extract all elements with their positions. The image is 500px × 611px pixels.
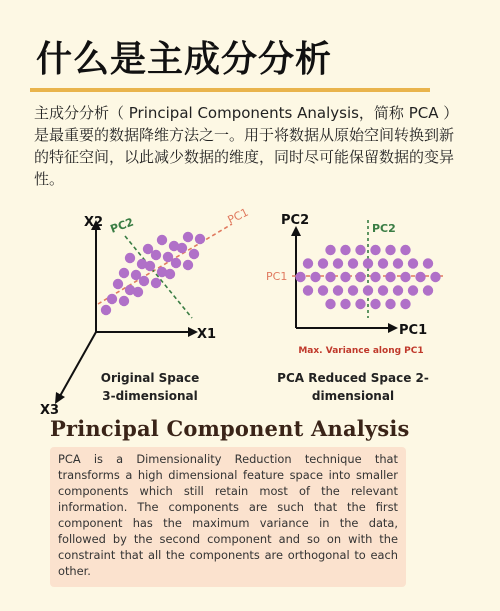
data-point bbox=[363, 258, 373, 268]
data-point bbox=[348, 258, 358, 268]
data-point bbox=[101, 305, 111, 315]
pc1-axis-arrow bbox=[388, 323, 398, 333]
data-point bbox=[151, 278, 161, 288]
x2-axis-label: X2 bbox=[84, 215, 104, 230]
data-point bbox=[119, 268, 129, 278]
data-point bbox=[333, 258, 343, 268]
page-title: 什么是主成分分析 bbox=[36, 39, 333, 80]
data-point bbox=[318, 285, 328, 295]
pca-diagram bbox=[0, 200, 500, 420]
data-point bbox=[157, 235, 167, 245]
data-point bbox=[385, 245, 395, 255]
data-point bbox=[408, 285, 418, 295]
data-point bbox=[325, 245, 335, 255]
data-point bbox=[119, 296, 129, 306]
data-point bbox=[125, 285, 135, 295]
data-point bbox=[348, 285, 358, 295]
intro-paragraph: 主成分分析（ Principal Components Analysis，简称 PCA ）是最重要的数据降维方法之一。用于将数据从原始空间转换到新的特征空间，以此减少数据的维度，同时尽可能保留数据的变异性。 bbox=[34, 104, 459, 188]
original-space-caption-line1: Original Space bbox=[100, 371, 200, 385]
data-point bbox=[195, 234, 205, 244]
data-point bbox=[363, 285, 373, 295]
data-point bbox=[408, 258, 418, 268]
data-point bbox=[430, 272, 440, 282]
data-point bbox=[355, 245, 365, 255]
data-point bbox=[340, 245, 350, 255]
data-point bbox=[107, 294, 117, 304]
reduced-space-caption-line1: PCA Reduced Space 2- bbox=[277, 371, 429, 385]
original-space-diagram bbox=[40, 206, 250, 418]
data-point bbox=[189, 249, 199, 259]
pc2-axis-label: PC2 bbox=[281, 213, 310, 228]
data-point bbox=[310, 272, 320, 282]
pc1-line-label: PC1 bbox=[266, 270, 288, 283]
data-point bbox=[393, 258, 403, 268]
data-point bbox=[378, 258, 388, 268]
original-space-caption-line2: 3-dimensional bbox=[102, 389, 198, 403]
data-point bbox=[183, 232, 193, 242]
data-point bbox=[325, 299, 335, 309]
pc1-label: PC1 bbox=[225, 205, 251, 227]
reduced-space-caption-line2: dimensional bbox=[311, 389, 395, 403]
data-point bbox=[340, 272, 350, 282]
data-point bbox=[163, 252, 173, 262]
pc2-label: PC2 bbox=[108, 215, 136, 236]
data-point bbox=[303, 285, 313, 295]
data-point bbox=[131, 270, 141, 280]
data-point bbox=[333, 285, 343, 295]
data-point bbox=[157, 267, 167, 277]
data-point bbox=[400, 245, 410, 255]
title-underline bbox=[30, 88, 430, 92]
reduced-space-diagram bbox=[266, 213, 446, 403]
x3-axis-label: X3 bbox=[40, 403, 60, 418]
data-point bbox=[370, 245, 380, 255]
data-point bbox=[143, 244, 153, 254]
max-variance-note: Max. Variance along PC1 bbox=[298, 346, 424, 356]
data-point bbox=[378, 285, 388, 295]
data-point bbox=[385, 299, 395, 309]
data-point bbox=[340, 299, 350, 309]
data-point bbox=[400, 299, 410, 309]
data-point bbox=[400, 272, 410, 282]
description-box bbox=[50, 447, 406, 587]
data-point bbox=[137, 259, 147, 269]
data-point bbox=[113, 279, 123, 289]
pc1-axis-label: PC1 bbox=[399, 323, 428, 338]
data-point bbox=[318, 258, 328, 268]
data-point bbox=[325, 272, 335, 282]
data-point bbox=[423, 258, 433, 268]
data-point bbox=[385, 272, 395, 282]
data-point bbox=[370, 299, 380, 309]
x1-axis-label: X1 bbox=[197, 327, 217, 342]
data-point bbox=[125, 253, 135, 263]
data-point bbox=[303, 258, 313, 268]
description-text: PCA is a Dimensionality Reduction technique that transforms a high dimensional feature space into smaller components which still retain most of the relevant information. The components are such that the first component has the maximum variance in the data, followed by the second component and so on with the constraint that all the components are orthogonal to each other. bbox=[58, 452, 398, 578]
x3-axis bbox=[60, 332, 96, 396]
data-point bbox=[415, 272, 425, 282]
data-point bbox=[295, 272, 305, 282]
data-point bbox=[355, 272, 365, 282]
data-point bbox=[355, 299, 365, 309]
data-point bbox=[423, 285, 433, 295]
data-point bbox=[370, 272, 380, 282]
data-point bbox=[169, 241, 179, 251]
section-heading: Principal Component Analysis bbox=[50, 416, 410, 441]
original-data-points bbox=[101, 232, 205, 315]
data-point bbox=[183, 260, 193, 270]
data-point bbox=[393, 285, 403, 295]
pc2-line-label: PC2 bbox=[372, 222, 396, 235]
